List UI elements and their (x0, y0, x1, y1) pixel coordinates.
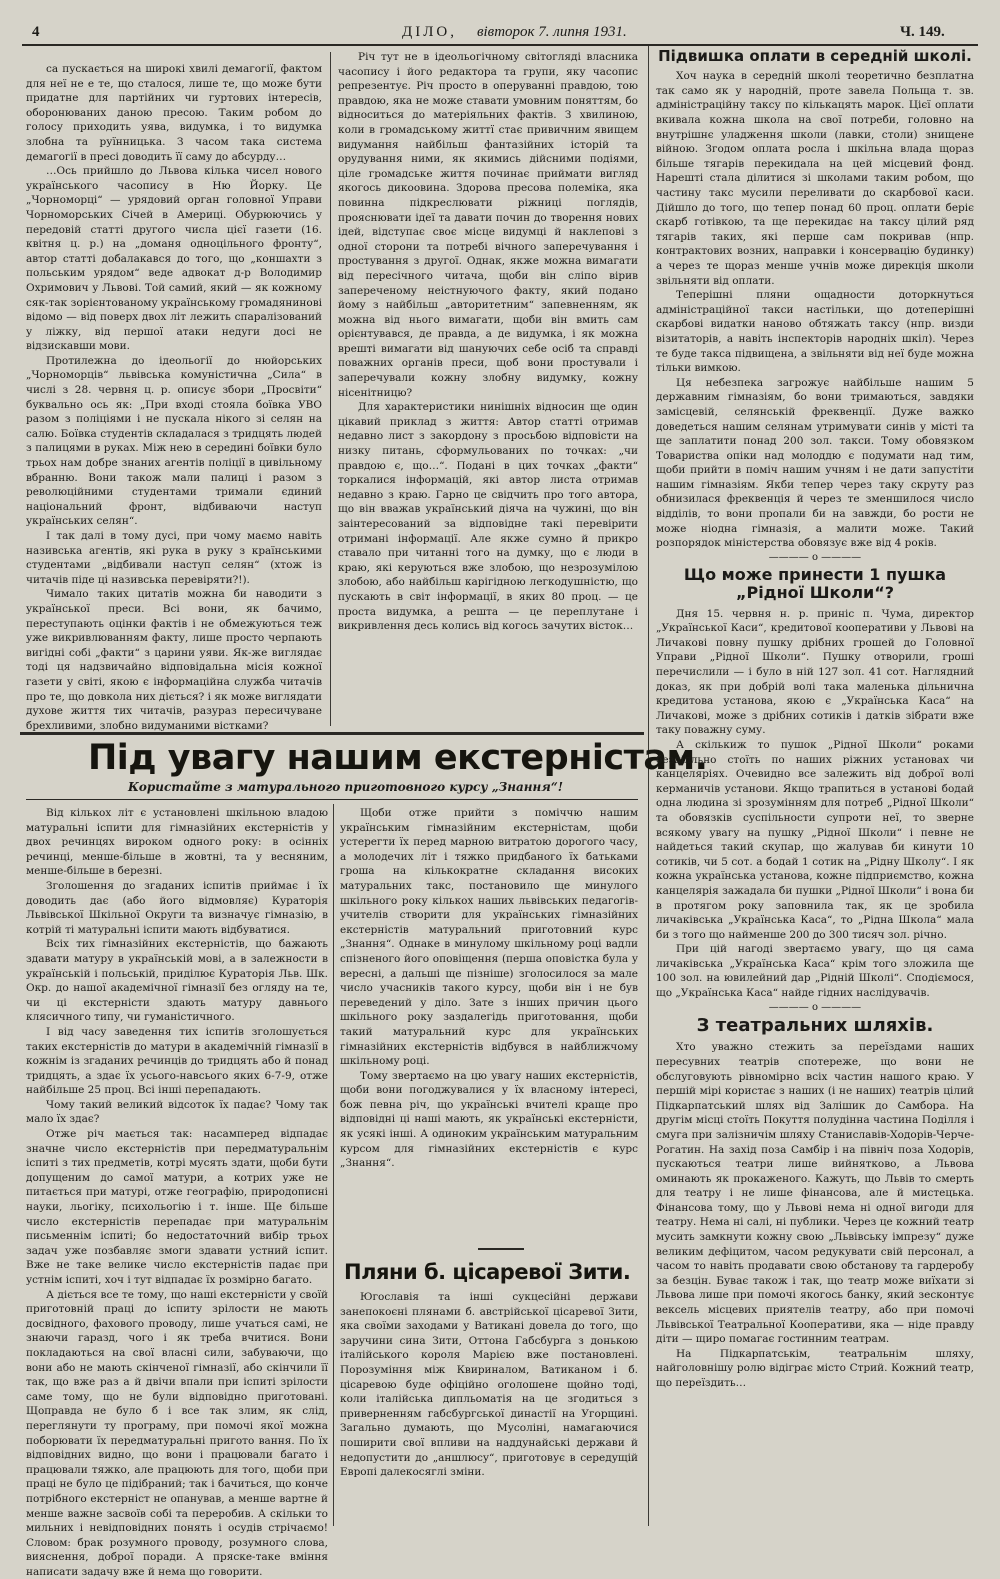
issue-number: Ч. 149. (900, 24, 945, 40)
paragraph: са пускається на широкі хвилі демагогії, фактом для неї не е те, що сталося, лише те, що може бути придатне для партійних чи гуртових інтересів, оборонюваних даною пресою. Таким робом до голосу приходить уява, видумка, і то видумка злобна та руїнницька. З часом така система демагогії в пресі доводить її саму до абсурду… (26, 63, 322, 163)
section-divider: ———— o ———— (768, 551, 862, 563)
ridna-shkola-headline: Що може принести 1 пушка „Рідної Школи“? (683, 564, 947, 603)
subtitle-rule (26, 799, 638, 800)
paragraph: При цій нагоді звертаємо увагу, що ця сама личаківська „Українська Каса“ крім того зложила ще 100 зол. на ювилейний дар „Рідній Школі“. Сподіємося, що „Українська Каса“ найде гідних наслідувачів. (656, 943, 974, 1000)
paragraph: Отже річ мається так: насамперед відпадає значне число екстерністів при передматуральнім іспиті з тих предметів, котрі мусять здати, щоби бути допущеним до самої матури, а котрих уже не питається при матурі, отже географію, природописні науки, льогіку, психольогію і т. інше. Ще більше число екстерністів перепадає при матуральнім письменнім іспиті; бо недостаточний вибір трьох задач уже позбавляє змоги здавати устний іспит. Вже не таке велике число екстерністів падає при устнім іспиті, хоч і тут відпадає їх розмірно багато. (26, 1128, 328, 1286)
externs-article-column-1 (26, 806, 328, 1578)
paragraph: А діється все те тому, що наші екстерністи у своїй приготовній праці до іспиту зрілости не мають досвідного, фахового проводу, лише учаться самі, не знаючи гаразд, чого і як треба вчитися. Вони покладаються на свої власні сили, забуваючи, що вони або не мають скінченої гімназії, або скінчили її так, що вже раз а й двічи впали при іспиті зрілости саме тому, що не були відповідно приготовані. Щоправда не було б і все так злим, як слід, переглянути ту програму, при помочі якої можна поборювати їх передматуральні пригото вання. По їх відповідних видно, що вони і працювали багато і працювали тяжко, але працюють для того, щоби при праці не було це підібраний; так і бачиться, що конче потрібного екстерніст не опанував, а менше вартне й менше важне засвоїв собі та переробив. А скільки то мильних і невідповідних понять і осудів стрічаємо! Словом: брак розумного проводу, розумного слова, вияснення, доброї поради. А пряске-таке вміння написати задачу вже й нема що говорити. (26, 1288, 328, 1578)
page-number: 4 (32, 24, 40, 40)
paragraph: Щоби отже прийти з поміччю нашим українським гімназійним екстерністам, щоби устерегти їх перед марною витратою дорогого часу, а молодечих літ і тяжко придбаного їх батьками гроша на кількократне складання високих матуральних такс, постановило ще минулого шкільного року кількох наших львівських педагогів-учителів створити для українських гімназійних екстерністів матуральний приготовний курс „Знання“. Однаке в минулому шкільному році вадли спізненого його оповіщення (перша оповістка була у вересні, а дальші ще пізніше) зголосилося за мале число учасників такого курсу, щоби він і не був переведений у діло. Зате з інших причин цього шкільного року заздалегідь приготовання, щоби такий матуральний курс для українських гімназійних екстерністів відбувся в найближчому шкільному році. (340, 807, 638, 1068)
fees-headline: Підвишка оплати в середній школі. (658, 47, 972, 65)
paragraph: І так далі в тому дусі, при чому маємо навіть називська агентів, які рука в руку з країнськими студентами „відбивали наступ селян“ (хтож із читачів піде ці називська перевіряти?!). (26, 530, 322, 586)
paragraph: На Підкарпатськім, театральнім шляху, найголовнішу ролю відіграє місто Стрий. Кожний театр, що переїздить… (656, 1347, 974, 1389)
demagogy-article-column-1 (26, 62, 322, 732)
masthead (22, 18, 978, 46)
paragraph: Від кількох літ є установлені шкільною владою матуральні іспити для гімназійних екстерністів у двох речинцях вироком одного року: в осінніх речинці, менше-більше в жовтні, та у весняним, менше-більше в березні. (26, 807, 328, 878)
section-divider: ———— o ———— (768, 1001, 862, 1013)
externs-subtitle: Користайте з матурального приготовного курсу „Знання“! (128, 780, 563, 794)
column-rule (330, 52, 331, 726)
paragraph: Зголошення до згаданих іспитів приймає і їх доводить дає (або його відмовляє) Кураторія Львівської Шкільної Округи та визначує гімназію, в котрій ті матуральні іспити мають відбуватися. (26, 879, 328, 936)
paragraph: І від часу заведення тих іспитів зголошується таких екстерністів до матури в академічній гімназії в кожнім із згаданих речинців до тридцять або й понад тридцять, а здає їх усього-навсього яких 6-7-9, отже найбільше 25 проц. Всі інші перепадають. (26, 1025, 328, 1097)
paragraph: А скількиж то пушок „Рідної Школи“ роками безділльно стоїть по наших ріжних установах чи канцеляріях. Очевидно все залежить від доброї волі керманичів установи. Якщо трапиться в установі бодай одна людина зі зрозумінням для потреб „Рідної Школи“ та обовязків суспільности супроти неї, то зверне всякому увагу на пушку „Рідної Школи“ і певне не найдеться такий скупар, що жалував би кинути 10 сотиків, чи 5 сот. а бодай 1 сотик на „Рідну Школу“. І як кожна українська установа, кожне підприємство, кожна канцелярія зажадала би пушки „Рідної Школи“ і вона би в протягом року заповнила так, як це зробила личаківська „Українська Каса“, то „Рідна Школа“ мала би з того що найменше 200 до 300 тисяч зол. річно. (656, 738, 974, 941)
paragraph: Протилежна до ідеольогії до нюйорських „Чорноморців“ львівська комуністична „Сила“ в числі з 28. червня ц. р. описує збори „Просвіти“ буквально ось як: „При вході стояла боївка УВО разом з поліціями і не пускала нікого зі селян на салю. Боївка студентів складалася з тридцять людей з палицями в руках. Між нею в середині боївки було трьох нам добре знаних агентів поліції в цивільному вбранню. Вони також мали палиці і разом з революційними студентами тримали єдиний національний фронт, відбиваючи наступ українських селян“. (26, 354, 322, 528)
paragraph: Чимало таких цитатів можна би наводити з української преси. Всі вони, як бачимо, переступають оцінки фактів і не обмежуються теж уже викривлюванням факту, лише просто черпають вигідні собі „факти“ з царини уяви. Як-же виглядає тоді ця надзвичайно відповідальна місія кожної газети у світі, якою є інформаційна служба читачів про те, що довкола них діється? і як може виглядати духове життя тих читачів, разураз пересичуване брехливими, злобно видуманими вістками? (26, 588, 322, 732)
theatre-headline: З театральних шляхів. (696, 1014, 934, 1036)
externs-article-column-2 (340, 806, 638, 1240)
paragraph: Чому такий великий відсоток їх падає? Чому так мало їх здає? (26, 1098, 328, 1126)
issue-date: вівторок 7. липня 1931. (477, 24, 627, 40)
paragraph: Ця небезпека загрожує найбільше нашим 5 державним гімназіям, бо вони тримаються, завдяки замісцевій, селянській фреквенції. Дуже важко доведеться нашим селянам утримувати синів у місті та ще заплатити понад 200 зол. такси. Тому обовязком Товариства опіки над молоддю є подумати над тим, щоби прийти в поміч нашим учням і не дати запустіти нашим гімназіям. Якби тепер через таку скруту раз обнизилася фреквенція й через те зменшилося число відділів, то вони пропали би на завжди, бо рости не може ніодна гімназія, а малити може. Такий розпорядок міністерства обовязує вже від 4 років. (656, 376, 974, 550)
paragraph: Всіх тих гімназійних екстерністів, що бажають здавати матуру в українській мові, а в залежности в українській і польській, приділює Кураторія Льв. Шк. Окр. до нашої академічної гімназії без огляду на те, чи ці екстерністи здають матуру давнього клясичного типу, чи гуманістичного. (26, 938, 328, 1024)
zita-headline: Пляни б. цісаревої Зити. (344, 1260, 631, 1284)
paragraph: Дня 15. червня н. р. приніс п. Чума, директор „Української Каси“, кредитової кооперативи у Львові на Личакові повну пушку дрібних грошей до Головної Управи „Рідної Школи“. Пушку отворили, гроші перечислили — і було в ній 127 зол. 41 сот. Наглядний доказ, як при добрій волі така маленька дільнична кредитова установа, якою є „Українська Каса“ на Личакові, може з дрібних сотиків і датків зібрати вже таку поважну суму. (656, 607, 974, 737)
paragraph: Хто уважно стежить за переїздами наших пересувних театрів спотереже, що вони не обслуговують рівномірно всіх частин нашого краю. У першій мірі користає з наших (і не наших) театрів цілий Підкарпатський шлях від Залішик до Самбора. На другім місці стоїть Покуття полудінна частина Поділля і смуга при залізничім шляху Станиславів-Ходорів-Черче-Рогатин. На захід поза Самбір і на північ поза Ходорів, пускаються театри лише вийнятково, а Львова оминають як прокаженого. Кажуть, що Львів то смерть для театру і не лише фінансова, але й мистецька. Фінансова тому, що у Львові нема ні одної вигоди для театру. Нема ні салі, ні публики. Через це кожний театр мусить замкнути кожну свою „Львівську імпрезу“ дуже великим дефіцитом, часом редукувати свій персонал, а часом то навіть продавати свою обстанову та гардеробу за безцін. Буває також і так, що театр може виїхати зі Львова лише при помочі якогось банку, який зесконтує вексель місцевих приятелів театру, або при помочі Львівської Театральної Кооперативи, яка — ніде правду діти — щиро помагає гостинним театрам. (656, 1041, 974, 1346)
demagogy-article-column-2 (338, 50, 638, 726)
zita-article-body (340, 1290, 638, 1524)
paragraph: Теперішні пляни ощадности доторкнуться адміністраційної такси настільки, що дотеперішні скарбові видатки наново обтяжать таксу (нпр. визди візитаторів, а навіть інспекторів народніх шкіл). Через те буде такса підвищена, а звільняти від неї буде можна тільки вимкою. (656, 289, 974, 375)
short-rule (478, 1248, 524, 1250)
paragraph: Югославія та інші сукцесійні держави занепокоєні плянами б. австрійської цісаревої Зити, яка своїми заходами у Ватикані довела до того, що заручини сина Зити, Оттона Габсбурга з донькою італійського короля Марією вже постановлені. Порозуміння між Квириналом, Ватиканом і б. цісаревою буде офіційно оголошене щойно тоді, коли італійська дипльоматія на це згодиться з приверненням габсбургської династії на Угорщині. Загально думають, що Мусоліні, намагаючися поширити свої впливи на наддунайські держави й недопустити до „аншлюсу“, приготовує в середущій Европі далекосяглі зміни. (340, 1291, 638, 1479)
section-rule (20, 732, 644, 735)
paragraph: Річ тут не в ідеольогічному світогляді власника часопису і його редактора та групи, яку часопис репрезентує. Річ просто в оперуванні правдою, тою правдою, яка не може ставати умовним поняттям, бо відноситься до матеріяльних фактів. З хвилиною, коли в громадському життї стає привичним явищем видумання найбільш фантазійних історій та орудування ними, як якимись дійсними подіями, ціле громадське життя починає приймати вигляд якогось дикоовина. Здорова пресова полеміка, яка повинна підкреслювати ріжниці поглядів, прояснювати ідеї та давати почин до творення нових ідей, відступає своє місце видумці й наклепові з одної сторони та потребі вічного заперечування і простування з другої. Однак, якже можна вимагати від пересічного читача, щоби він сліпо вірив запереченому неістнуючого факту, який подано йому з найбільш „авторитетним“ запевненням, як можна від нього вимагати, щоби він вмить сам орієнтувався, де правда, а де видумка, і як можна врешті вимагати від шануючих себе осіб та справді поважних органів преси, щоб вони простували і заперечували кожну злобну видумку, кожну нісенітницю? (338, 51, 638, 399)
newspaper-name: ДІЛО, (402, 24, 457, 40)
paragraph: Хоч наука в середній школі теоретично безплатна так само як у народній, проте завела Польща т. зв. адміністраційну таксу по кількацять марок. Цієї оплати вкивала кожна школа на свої потреби, головно на внутрішнє уладження школи (лавки, столи) знищене війною. Згодом оплата росла і шкільна влада щораз більше тягарів перекидала на цей місцевий фонд. Нарешті стала ділитися зі школами таким робом, що частину такс мусили переливати до скарбової каси. Дійшло до того, що тепер понад 60 проц. оплати беріє скарб готівкою, та ще перекидає на таксу цілий ряд тягарів таких, які перше сам покривав (нпр. контрактових возних, направки і консервацію будинку) а через те щораз менше учнів може дирекція школи звільняти від оплати. (656, 70, 974, 287)
right-column (656, 48, 974, 1526)
column-rule (648, 46, 649, 1526)
paragraph: …Ось прийшло до Львова кілька чисел нового українського часопису в Ню Йорку. Це „Чорноморці“ — урядовий орган головної Управи Чорноморських Січей в Америці. Обурюючись у передовій статті другого числа цієї газети (16. квітня ц. р.) на „доманя одноцільного фронту“, автор статті добалакався до того, що „коншахти з польським урядом“ веде адвокат д-р Володимир Охримович у Львові. Той самий, який — як кожному сяк-так зорієнтованому українському громадянинові відомо — від поверх двох літ лежить спаралізований у ліжку, від першої атаки недуги досі не відзискавши мови. (26, 165, 322, 353)
column-rule (333, 804, 334, 1526)
externs-headline: Під увагу нашим екстерністам. (88, 738, 708, 778)
paragraph: Для характеристики нинішніх відносин ще один цікавий приклад з життя: Автор статті отримав недавно лист з закордону з просьбою відповісти на низку питань, сформульованих по точках: „чи правдою є, що…“. Подані в цих точках „факти“ торкалися інформацій, які автор листа отримав недавно з краю. Гарно це свідчить про того автора, що він вважав український діяча на чужині, що він заінтересований за відповідне такі перевірити отримані інформації. Але якже сумно й прикро ставало при читанні того на думку, що є люди в краю, які керуються вже злобою, що незрозумілою злобою, або найбільш карігідною легкодушністю, що пускають в світ інформації, в яких 80 проц. — це проста видумка, а решта — це переплутане і викривлення десь колись від когось зачутих вісток… (338, 401, 638, 633)
paragraph: Тому звертаємо на цю увагу наших екстерністів, щоби вони погоджувалися у їх власному інтересі, бож певна річ, що українські вчителі краще про відповідні ці наші мають, як українські екстерністи, як усякі інші. А одиноким українським матуральним курсом для гімназійних екстерністів є курс „Знання“. (340, 1069, 638, 1170)
